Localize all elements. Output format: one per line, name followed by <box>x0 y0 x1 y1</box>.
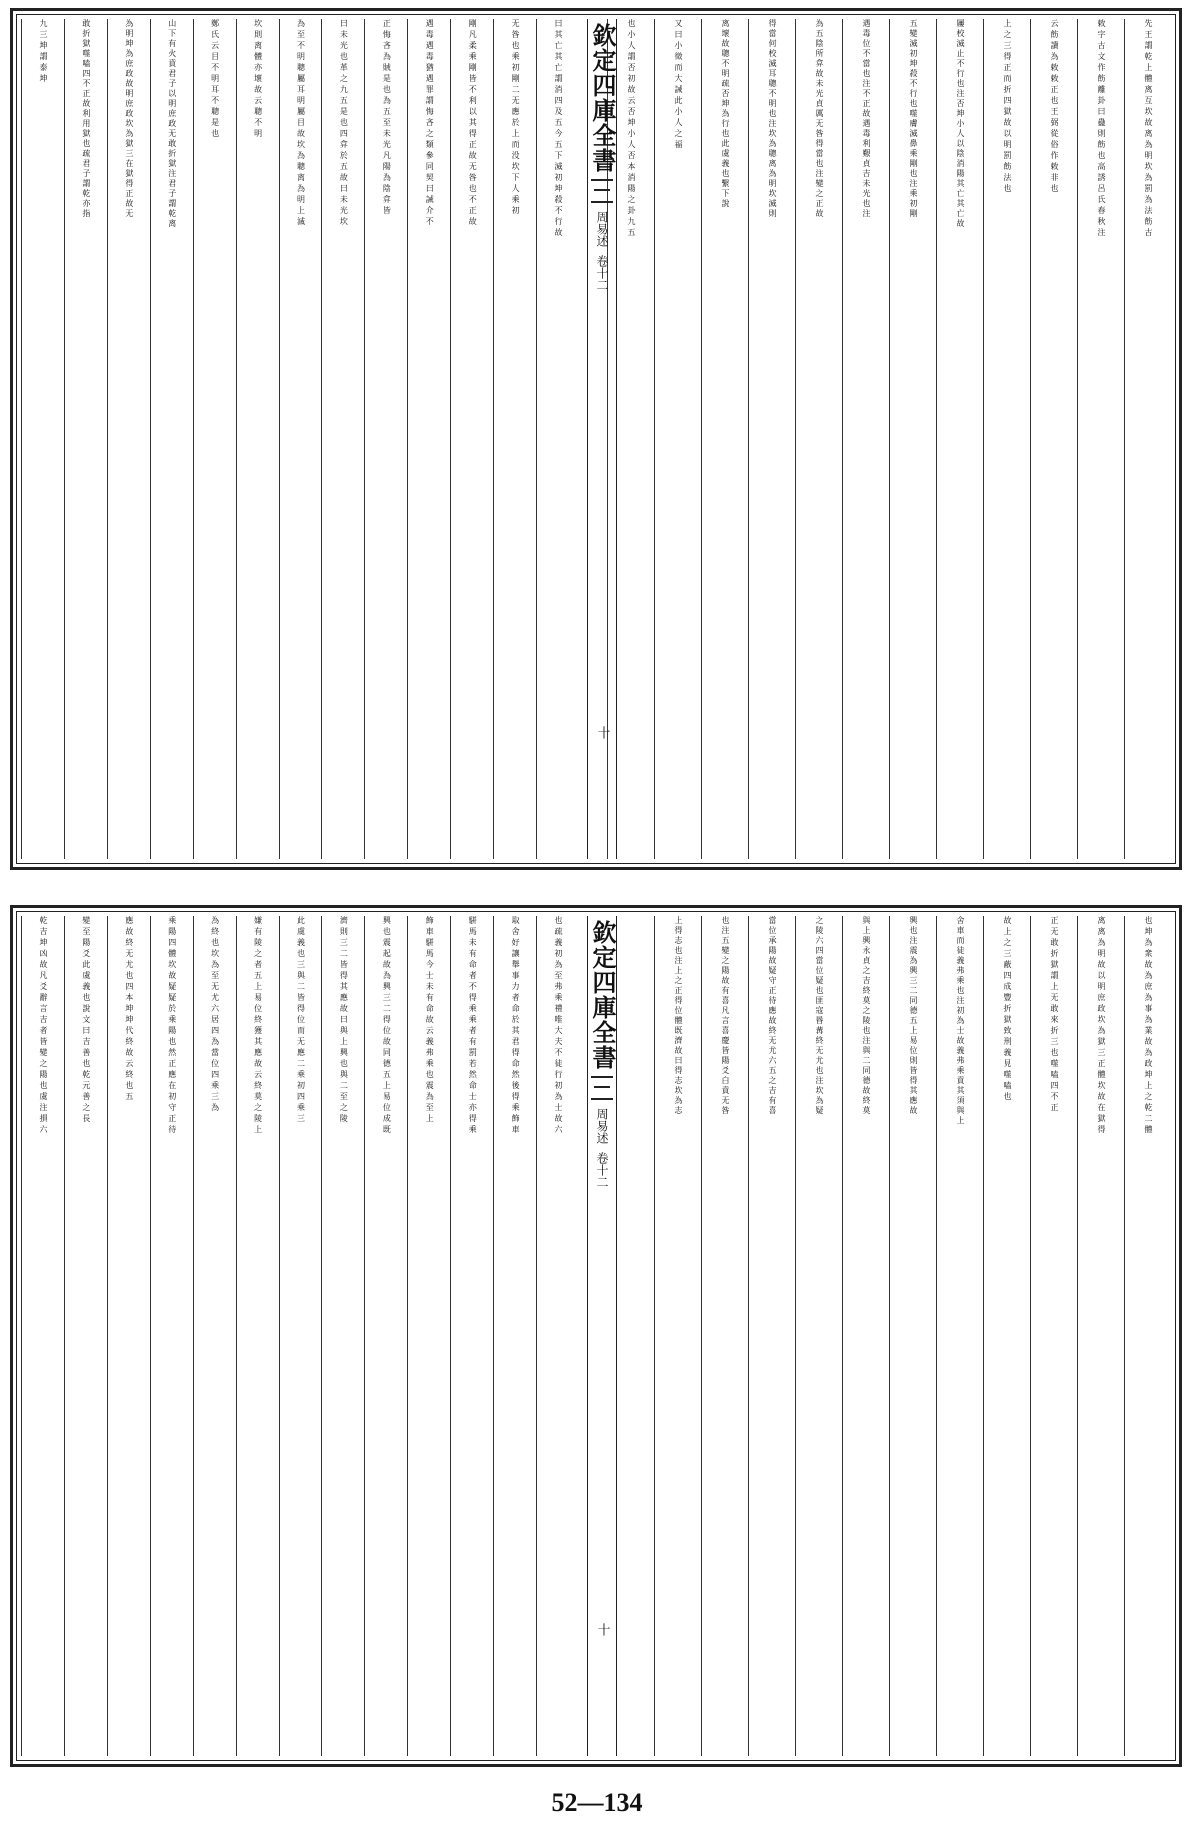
text-column <box>654 916 701 1756</box>
main-text-line: 為明坤為庶政故明庶政坎為獄三在獄得正故无 <box>124 19 134 219</box>
main-text-line: 為五陰所弇故未光貞厲无咎得當也注變之正故 <box>815 19 824 219</box>
fish-tail-ornament-icon <box>591 179 613 203</box>
commentary-text-line: 遇毒遇毒猶遇罪謂悔吝之類參同契曰誡介不 <box>425 19 435 228</box>
main-text-line: 當位承陽故疑守正待應故終无尤六五之吉有喜 <box>768 916 777 1116</box>
text-column <box>150 916 193 1756</box>
center-banner <box>587 916 617 1756</box>
text-column <box>64 916 107 1756</box>
book-section: 周易述 <box>595 211 609 247</box>
book-volume: 卷十二 <box>595 1152 609 1188</box>
commentary-text-line: 興也震起故為興三二得位故同德五上易位成既 <box>382 916 392 1136</box>
commentary-text-line: 也小人謂否初故云否坤小人否本消陽之卦九五 <box>627 19 636 239</box>
commentary-text-line: 敕字古文作飭離卦曰蠱則飭也高誘呂氏春秋注 <box>1097 19 1106 239</box>
commentary-text-line: 乾吉坤凶故凡爻辭言吉者皆變之陽也虞注損六 <box>38 916 48 1136</box>
text-column <box>407 19 450 859</box>
text-column <box>450 916 493 1756</box>
main-text-line: 之陵六四當位疑也匪寇昬冓終无尤也注坎為疑 <box>815 916 824 1116</box>
bottom-page <box>10 905 1182 1767</box>
book-volume: 卷十二 <box>595 255 609 291</box>
commentary-text-line: 乘陽四體坎故疑疑於乘陽也然正應在初守正待 <box>167 916 177 1136</box>
text-column <box>889 916 936 1756</box>
text-column <box>889 19 936 859</box>
commentary-text-line: 變至陽爻此虞義也說文曰吉善也乾元善之長 <box>81 916 91 1125</box>
text-column <box>1124 19 1171 859</box>
main-text-line: 興也注震為興三二同德五上易位則皆得其應故 <box>909 916 918 1116</box>
text-column <box>236 19 279 859</box>
commentary-text-line: 先王謂乾上體离互坎故离為明坎為罰為法飭古 <box>1144 19 1153 239</box>
commentary-text-line: 正无敢折獄謂上无敢來折三也噬嗑四不正 <box>1050 916 1059 1114</box>
fish-tail-ornament-icon <box>591 1076 613 1100</box>
commentary-text-line: 為至不明聰屬耳明屬目故坎為聰离為明上滅 <box>296 19 306 228</box>
text-column <box>493 916 536 1756</box>
center-banner <box>587 19 617 859</box>
text-column <box>748 916 795 1756</box>
text-column <box>701 916 748 1756</box>
text-column <box>450 19 493 859</box>
main-text-line: 山下有火賁君子以明庶政无敢折獄注君子謂乾离 <box>167 19 177 229</box>
commentary-text-line: 剛凡柔乘剛皆不利以其得正故无咎也不正故 <box>468 19 478 228</box>
text-column <box>21 916 64 1756</box>
book-title: 欽定四庫全書 <box>588 920 617 1070</box>
leaf-number: 十 <box>594 726 610 739</box>
text-column <box>64 19 107 859</box>
text-column <box>1124 916 1171 1756</box>
main-text-line: 上得志也注上之正得位體既濟故曰得志坎為志 <box>674 916 683 1116</box>
main-text-line: 得當何校滅耳聰不明也注坎為聰离為明坎滅則 <box>768 19 777 219</box>
main-text-line: 也注五變之陽故有喜凡言喜慶皆陽爻白賁无咎 <box>721 916 730 1116</box>
commentary-text-line: 故上之三蔽四成豐折獄致刑義見噬嗑也 <box>1003 916 1012 1103</box>
text-column <box>321 916 364 1756</box>
text-column <box>936 916 983 1756</box>
text-column <box>236 916 279 1756</box>
text-column <box>21 19 64 859</box>
left-half <box>21 19 579 859</box>
text-column <box>279 19 322 859</box>
text-column <box>321 19 364 859</box>
text-column <box>1077 916 1124 1756</box>
commentary-text-line: 上之三得正而折四獄故以明罰飭法也 <box>1003 19 1012 195</box>
commentary-text-line: 九三坤謂泰坤 <box>38 19 48 85</box>
right-half <box>603 19 1171 859</box>
text-column <box>107 916 150 1756</box>
text-column <box>536 19 579 859</box>
commentary-text-line: 曰未光也革之九五是也四弇於五故曰未光坎 <box>339 19 349 228</box>
main-text-line: 敢折獄噬嗑四不正故利用獄也疏君子謂乾亦指 <box>81 19 91 219</box>
right-half <box>603 916 1171 1756</box>
commentary-text-line: 无咎也乘初剛二无應於上而没坎下人乘初 <box>511 19 521 217</box>
commentary-text-line: 駢馬未有命者不得乘乘者有罰若然命士亦得乘 <box>468 916 478 1136</box>
left-half <box>21 916 579 1756</box>
book-section: 周易述 <box>595 1108 609 1144</box>
commentary-text-line: 也坤為衆故為庶為事為業故為政坤上之乾二體 <box>1144 916 1153 1136</box>
main-text-line: 與上興永貞之吉終莫之陵也注與二同德故終莫 <box>862 916 871 1116</box>
text-column <box>654 19 701 859</box>
commentary-text-line: 鄭氏云目不明耳不聰是也 <box>210 19 220 140</box>
commentary-text-line: 离离為明故以明庶政坎為獄三正體坎故在獄得 <box>1097 916 1106 1136</box>
commentary-text-line: 為終也坎為至无尤六居四為當位四乘三為 <box>210 916 220 1114</box>
commentary-text-line: 坎則离體亦壞故云聰不明 <box>253 19 263 140</box>
commentary-text-line: 取舍好讓舉事力者命於其君得命然後得乘飾車 <box>511 916 521 1136</box>
commentary-text-line: 正悔吝為賊是也為五至未光凡陽為陰弇皆 <box>382 19 392 217</box>
book-title: 欽定四庫全書 <box>588 23 617 173</box>
commentary-text-line: 也疏義初為至弗乘禮唯大夫不徒行初為士故六 <box>554 916 564 1136</box>
top-page <box>10 8 1182 870</box>
main-text-line: 五變滅初坤殺不行也噬膚滅鼻乘剛也注乘初剛 <box>909 19 918 219</box>
text-column <box>193 916 236 1756</box>
main-text-line: 遇毒位不當也注不正故遇毒利艱貞吉未光也注 <box>862 19 871 219</box>
commentary-text-line: 曰其亡其亡謂消四及五今五下滅初坤殺不行故 <box>554 19 564 239</box>
commentary-text-line: 飾車駢馬今士未有命故云義弗乘也震為至上 <box>425 916 435 1125</box>
main-text-line: 离壞故聰不明疏否坤為行也此虞義也繫下說 <box>721 19 730 209</box>
text-column <box>1077 19 1124 859</box>
text-column <box>936 19 983 859</box>
text-column <box>842 916 889 1756</box>
leaf-number: 十 <box>594 1623 610 1636</box>
commentary-text-line: 嫌有陵之者五上易位終獲其應故云終莫之陵上 <box>253 916 263 1136</box>
text-column <box>493 19 536 859</box>
text-column <box>150 19 193 859</box>
main-text-line: 舍車而徒義弗乘也注初為士故義弗乘賁其須與上 <box>956 916 965 1126</box>
text-column <box>983 916 1030 1756</box>
text-column <box>107 19 150 859</box>
text-column <box>983 19 1030 859</box>
text-column <box>407 916 450 1756</box>
text-column <box>795 19 842 859</box>
text-column <box>279 916 322 1756</box>
commentary-text-line: 又曰小徵而大誡此小人之福 <box>674 19 683 151</box>
text-column <box>795 916 842 1756</box>
text-column <box>364 916 407 1756</box>
text-column <box>1030 19 1077 859</box>
commentary-text-line: 此虞義也三與二皆得位而无應二乘初四乘三 <box>296 916 306 1125</box>
text-column <box>1030 916 1077 1756</box>
text-column <box>842 19 889 859</box>
text-column <box>748 19 795 859</box>
main-text-line: 屨校滅止不行也注否坤小人以陰消陽其亡其亡故 <box>956 19 965 229</box>
commentary-text-line: 云飭讀為敕敕正也王弼從俗作敕非也 <box>1050 19 1059 195</box>
text-column <box>364 19 407 859</box>
commentary-text-line: 應故終无尤也四本坤坤代終故云終也五 <box>124 916 134 1103</box>
text-column <box>536 916 579 1756</box>
page-number: 52—134 <box>551 1788 643 1817</box>
text-column <box>193 19 236 859</box>
commentary-text-line: 濟則三二皆得其應故曰與上興也與二至之陵 <box>339 916 349 1125</box>
text-column <box>701 19 748 859</box>
